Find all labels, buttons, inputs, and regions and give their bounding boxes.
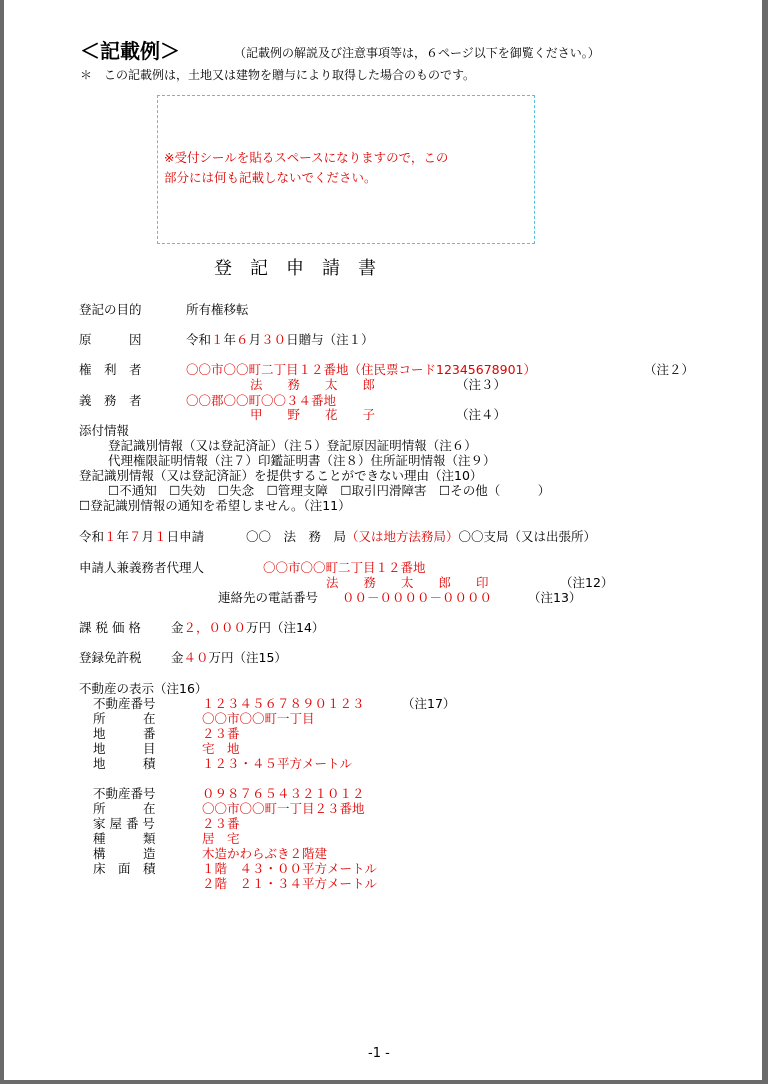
building-row-label: 不動産番号: [93, 786, 156, 801]
purpose-label: 登記の目的: [79, 302, 142, 317]
phone-number: ００－００００－００００: [342, 590, 493, 605]
right-holder-name: 法 務 太 郎: [250, 377, 376, 392]
building-row-value: 木造かわらぶき２階建: [202, 846, 328, 861]
registration-tax-label: 登録免許税: [79, 650, 142, 665]
tax-base-label: 課 税 価 格: [79, 620, 141, 635]
obligor-name-note: （注４）: [456, 407, 507, 422]
attachments-line2: 代理権限証明情報（注７）印鑑証明書（注８）住所証明情報（注９）: [108, 453, 496, 468]
land-row-value: ２３番: [202, 726, 240, 741]
building-row-label: 床 面 積: [93, 861, 156, 876]
land-row-label: 不動産番号: [93, 696, 156, 711]
building-row-value: ２階 ２１・３４平方メートル: [202, 876, 378, 891]
land-row-note: （注17）: [402, 696, 456, 711]
registration-tax-value: 金４０万円（注15）: [171, 650, 287, 665]
building-row-value: 居 宅: [202, 831, 240, 846]
land-row-value: 〇〇市〇〇町一丁目: [202, 711, 315, 726]
example-note: （記載例の解説及び注意事項等は，６ページ以下を御覧ください。）: [234, 46, 600, 60]
building-row-value: 〇〇市〇〇町一丁目２３番地: [202, 801, 365, 816]
agent-address: 〇〇市〇〇町二丁目１２番地: [263, 560, 426, 575]
tax-base-value: 金２，０００万円（注14）: [171, 620, 325, 635]
land-row-value: １２３４５６７８９０１２３: [202, 696, 365, 711]
application-office: 〇〇 法 務 局（又は地方法務局）〇〇支局（又は出張所）: [246, 529, 597, 544]
right-holder-address: 〇〇市〇〇町二丁目１２番地（住民票コード12345678901）: [186, 362, 536, 377]
right-holder-label: 権 利 者: [79, 362, 142, 377]
form-title: 登 記 申 請 書: [214, 258, 376, 279]
building-row-value: ２３番: [202, 816, 240, 831]
land-row-label: 地 積: [93, 756, 156, 771]
land-row-value: 宅 地: [202, 741, 240, 756]
cause-label: 原 因: [79, 332, 142, 347]
obligor-label: 義 務 者: [79, 393, 142, 408]
building-row-label: 構 造: [93, 846, 156, 861]
sticker-text-line1: ※受付シールを貼るスペースになりますので，この: [164, 150, 449, 165]
building-row-value: ０９８７６５４３２１０１２: [202, 786, 365, 801]
application-date: 令和１年７月１日申請: [79, 529, 205, 544]
attachments-line1: 登記識別情報（又は登記済証）（注５）登記原因証明情報（注６）: [108, 438, 477, 453]
document-page: [4, 0, 762, 1080]
land-row-label: 所 在: [93, 711, 156, 726]
no-id-reason-line: 登記識別情報（又は登記済証）を提供することができない理由（注10）: [79, 468, 483, 483]
property-label: 不動産の表示（注16）: [79, 681, 208, 696]
example-title: ＜記載例＞: [80, 39, 180, 63]
land-row-label: 地 番: [93, 726, 156, 741]
agent-label: 申請人兼義務者代理人: [79, 560, 205, 575]
obligor-address: 〇〇郡〇〇町〇〇３４番地: [186, 393, 337, 408]
phone-label: 連絡先の電話番号: [218, 590, 319, 605]
land-row-value: １２３・４５平方メートル: [202, 756, 353, 771]
cause-value: 令和１年６月３０日贈与（注１）: [186, 332, 374, 347]
sticker-text-line2: 部分には何も記載しないでください。: [164, 170, 377, 185]
building-row-label: 種 類: [93, 831, 156, 846]
land-row-label: 地 目: [93, 741, 156, 756]
right-holder-name-note: （注３）: [456, 377, 507, 392]
obligor-name: 甲 野 花 子: [250, 407, 376, 422]
building-row-value: １階 ４３・００平方メートル: [202, 861, 378, 876]
agent-name-seal: 法 務 太 郎 印: [326, 575, 489, 590]
example-asterisk-line: ＊ この記載例は，土地又は建物を贈与により取得した場合のものです。: [80, 68, 476, 82]
no-notification-line: ☐登記識別情報の通知を希望しません。（注11）: [79, 498, 351, 513]
building-row-label: 家 屋 番 号: [93, 816, 155, 831]
phone-note: （注13）: [528, 590, 582, 605]
purpose-value: 所有権移転: [186, 302, 249, 317]
building-row-label: 所 在: [93, 801, 156, 816]
agent-name-note: （注12）: [560, 575, 614, 590]
no-id-reason-options: ☐不通知 ☐失効 ☐失念 ☐管理支障 ☐取引円滑障害 ☐その他（ ）: [108, 483, 551, 498]
attachments-label: 添付情報: [79, 423, 130, 438]
page-number: -1 -: [368, 1046, 390, 1061]
right-holder-address-note: （注２）: [644, 362, 695, 377]
